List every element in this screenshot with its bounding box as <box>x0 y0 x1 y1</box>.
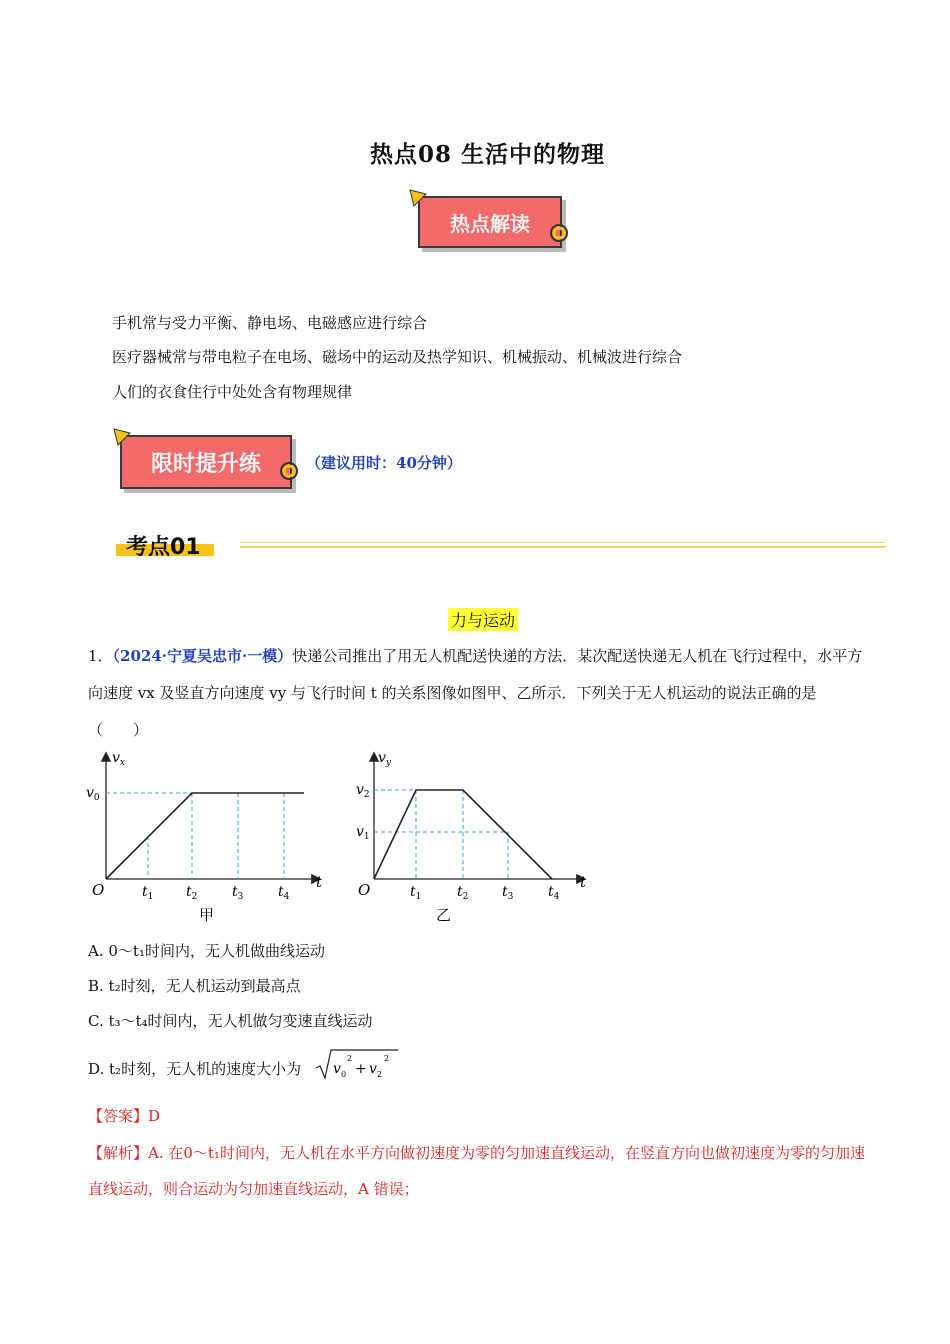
origin-label: O <box>358 881 371 899</box>
v0-label: $v_0$ <box>86 785 100 803</box>
svg-text:2: 2 <box>347 1054 353 1063</box>
kaodian-divider <box>240 546 886 548</box>
analysis-label: 【解析】 <box>88 1144 149 1162</box>
kaodian-label: 考点01 <box>126 535 201 560</box>
y-label: $v_x$ <box>112 750 125 768</box>
question-text <box>88 638 868 749</box>
graph-yi <box>352 746 602 926</box>
analysis-text: A. 在0～t₁时间内，无人机在水平方向做初速度为零的匀加速直线运动，在竖直方向也做初速度为零的匀加速直线运动，则合运动为匀加速直线运动，A 错误； <box>88 1144 865 1198</box>
origin-label: O <box>92 881 105 899</box>
x-label: t <box>580 873 587 891</box>
intro-line-1: 手机常与受力平衡、静电场、电磁感应进行综合 <box>112 314 428 332</box>
intro-line-2: 医疗器械常与带电粒子在电场、磁场中的运动及热学知识、机械振动、机械波进行综合 <box>112 348 683 366</box>
svg-text:2: 2 <box>377 1070 383 1079</box>
practice-banner <box>120 435 292 489</box>
sqrt-formula <box>314 1046 400 1082</box>
hotspot-banner-label: 热点解读 <box>450 211 530 236</box>
graph-caption: 乙 <box>436 906 452 924</box>
svg-text:+: + <box>355 1061 367 1077</box>
page-title: 热点08 生活中的物理 <box>369 141 605 168</box>
hotspot-banner <box>418 196 562 248</box>
option-d[interactable]: D. t₂时刻，无人机的速度大小为 <box>88 1060 302 1078</box>
question-body: 快递公司推出了用无人机配送快递的方法．某次配送快递无人机在飞行过程中，水平方向速度 vx 及竖直方向速度 vy 与飞行时间 t 的关系图像如图甲、乙所示．下列关于无人机运动的说法正确的是（ ） <box>88 647 863 739</box>
answer: 【答案】D <box>88 1107 161 1125</box>
banner-ring-icon <box>548 222 570 244</box>
vx-curve <box>106 793 304 879</box>
practice-banner-label: 限时提升练 <box>150 451 261 477</box>
section-title: 力与运动 <box>448 608 518 631</box>
svg-text:v: v <box>369 1061 377 1077</box>
analysis <box>88 1135 868 1207</box>
question-source: （2024·宁夏吴忠市·一模） <box>112 647 293 665</box>
svg-text:v: v <box>333 1061 341 1077</box>
time-hint: （建议用时：40分钟） <box>306 454 462 472</box>
svg-text:2: 2 <box>384 1054 390 1063</box>
y-label: $v_y$ <box>378 750 392 768</box>
tick-t2: $t_2$ <box>457 884 469 902</box>
kaodian-divider <box>240 542 886 543</box>
tick-t3: $t_3$ <box>232 884 244 902</box>
graph-jia <box>84 746 334 926</box>
tick-t4: $t_4$ <box>548 884 560 902</box>
option-c[interactable]: C. t₃～t₄时间内，无人机做匀变速直线运动 <box>88 1012 373 1030</box>
x-label: t <box>316 873 323 891</box>
tick-t1: $t_1$ <box>142 884 154 902</box>
banner-flag-icon <box>408 188 428 208</box>
v2-label: $v_2$ <box>356 782 370 800</box>
banner-flag-icon <box>112 427 132 447</box>
graph-caption: 甲 <box>199 906 215 924</box>
question-number: 1． <box>88 647 113 665</box>
tick-t2: $t_2$ <box>186 884 198 902</box>
svg-text:0: 0 <box>341 1070 347 1079</box>
tick-t3: $t_3$ <box>502 884 514 902</box>
tick-t1: $t_1$ <box>410 884 422 902</box>
option-a[interactable]: A. 0～t₁时间内，无人机做曲线运动 <box>88 942 325 960</box>
v1-label: $v_1$ <box>356 824 370 842</box>
option-b[interactable]: B. t₂时刻，无人机运动到最高点 <box>88 977 301 995</box>
banner-ring-icon <box>278 460 300 482</box>
tick-t4: $t_4$ <box>278 884 290 902</box>
intro-line-3: 人们的衣食住行中处处含有物理规律 <box>112 383 353 401</box>
